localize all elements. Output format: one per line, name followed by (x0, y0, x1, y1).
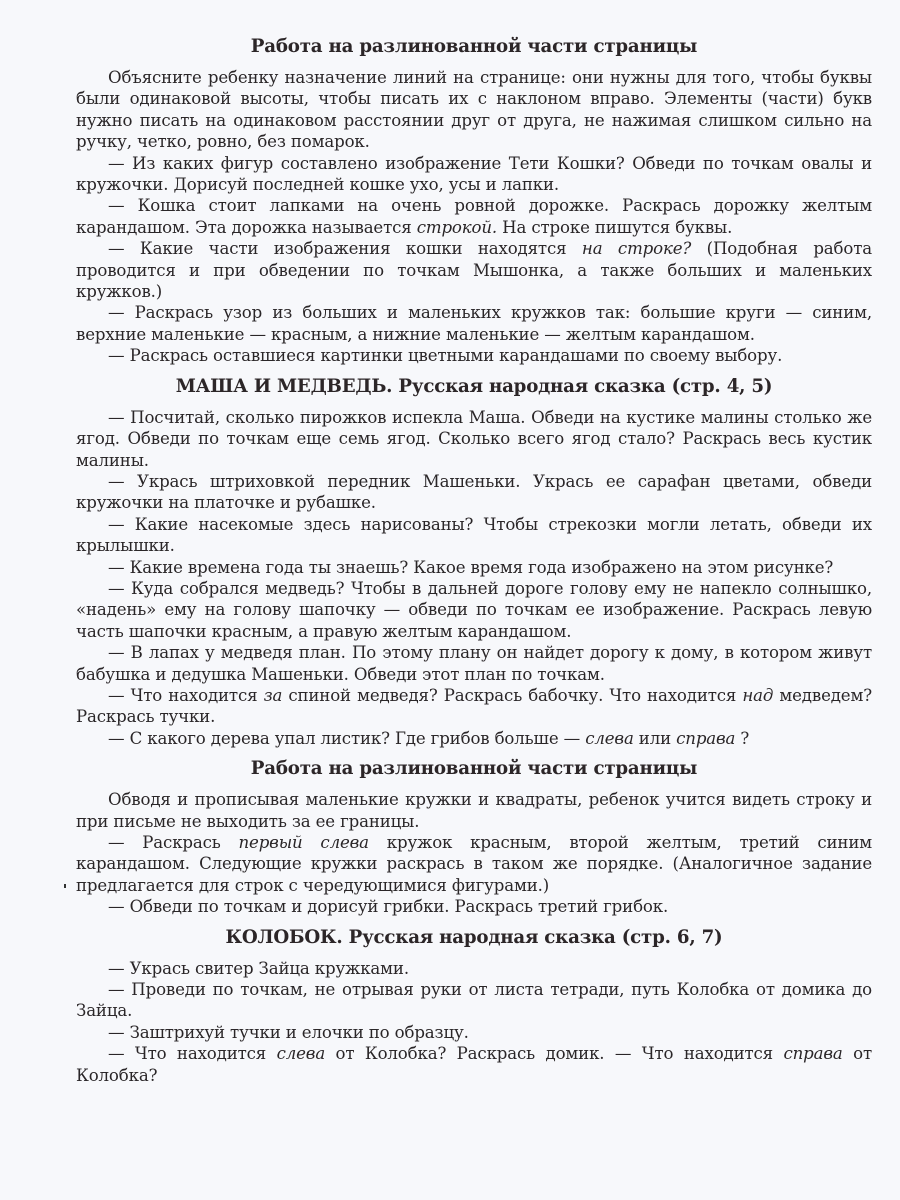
text-run: кружок красным, второй желтым, третий синим карандашом. Следующие кружки раскрась в таком же порядке. (Аналогичное задание предлагается для строк с чередующимися фигурами.) (76, 833, 872, 895)
section-heading: КОЛОБОК. Русская народная сказка (стр. 6, 7) (225, 926, 723, 948)
paragraph (76, 832, 872, 896)
paragraph: — В лапах у медведя план. По этому плану он найдет дорогу к дому, в котором живут бабушка и дедушка Машеньки. Обведи этот план по точкам. (76, 643, 872, 684)
paragraph: — Проведи по точкам, не отрывая руки от листа тетради, путь Колобка от домика до Зайца. (76, 980, 872, 1021)
paragraph: — Раскрась узор из больших и маленьких кружков так: большие круги — синим, верхние маленькие — красным, а нижние маленькие — желтым карандашом. (76, 303, 872, 344)
paragraph: — Заштрихуй тучки и елочки по образцу. (108, 1022, 469, 1042)
text-run: — Раскрась (108, 833, 239, 852)
paragraph (76, 685, 872, 728)
section-heading: Работа на разлинованной части страницы (250, 758, 698, 780)
paragraph: — Укрась штриховкой передник Машеньки. Укрась ее сарафан цветами, обведи кружочки на платочке и рубашке. (76, 471, 872, 513)
paragraph: — Посчитай, сколько пирожков испекла Маша. Обведи на кустике малины столько же ягод. Обведи по точкам еще семь ягод. Сколько всего ягод стало? Раскрась весь кустик малины. (76, 407, 872, 470)
text-run: или (633, 728, 677, 748)
paragraph (76, 728, 872, 749)
section-gap (76, 367, 872, 370)
paragraph (76, 238, 872, 302)
paragraph: — Какие насекомые здесь нарисованы? Чтобы стрекозки могли летать, обведи их крылышки. (76, 514, 872, 556)
emphasis-text: справа (676, 728, 736, 748)
emphasis-text: слева (585, 728, 634, 748)
emphasis-text: первый слева (238, 833, 369, 852)
paragraph (76, 1043, 872, 1086)
paragraph: Обводя и прописывая маленькие кружки и квадраты, ребенок учится видеть строку и при письме не выходить за ее границы. (76, 790, 872, 831)
emphasis-text: справа (783, 1044, 843, 1064)
text-run: — Кошка стоит лапками на очень ровной дорожке. Раскрась дорожку желтым карандашом. Эта дорожка называется (76, 196, 872, 237)
text-run: — Какие части изображения кошки находятся (108, 239, 582, 259)
text-run: ? (735, 728, 750, 748)
paragraph: — Куда собрался медведь? Чтобы в дальней дороге голову ему не напекло солнышко, «надень» ему на голову шапочку — обведи по точкам ее изображение. Раскрась левую часть шапочки красным, а правую желтым карандашом. (76, 578, 872, 641)
emphasis-text: за (263, 685, 283, 705)
stray-print-mark (64, 884, 66, 888)
section-ruled-page-2 (76, 758, 872, 920)
paragraph: — Обведи по точкам и дорисуй грибки. Раскрась третий грибок. (108, 897, 669, 917)
text-run: На строке пишутся буквы. (497, 217, 733, 237)
text-run: — Что находится (108, 685, 264, 705)
paragraph: Объясните ребенку назначение линий на странице: они нужны для того, чтобы буквы были одинаковой высоты, чтобы писать их с наклоном вправо. Элементы (части) букв нужно писать на одинаковом расстоянии друг от друга, не нажимая слишком сильно на ручку, четко, ровно, без помарок. (76, 68, 872, 152)
paragraph: — Какие времена года ты знаешь? Какое время года изображено на этом рисунке? (108, 557, 834, 577)
section-masha-and-bear (76, 376, 872, 753)
section-heading: Работа на разлинованной части страницы (250, 36, 698, 57)
section-gap (76, 918, 872, 921)
text-run: от Колобка? Раскрась домик. — Что находится (325, 1044, 784, 1064)
text-run: медведем? Раскрась тучки. (76, 685, 872, 727)
text-run: — С какого дерева упал листик? Где грибов больше — (108, 728, 586, 748)
paragraph: — Из каких фигур составлено изображение Тети Кошки? Обведи по точкам овалы и кружочки. Дорисуй последней кошке ухо, усы и лапки. (76, 153, 872, 195)
emphasis-text: над (742, 685, 774, 705)
page-content (76, 36, 872, 1089)
section-gap (76, 1086, 872, 1089)
paragraph: — Укрась свитер Зайца кружками. (108, 958, 409, 978)
text-run: (Подобная работа проводится и при обведении по точкам Мышонка, а также больших и маленьких кружков.) (76, 239, 872, 302)
section-gap (76, 749, 872, 752)
paragraph (76, 195, 872, 238)
section-kolobok (76, 927, 872, 1089)
text-run: — Что находится (108, 1044, 277, 1064)
text-run: от Колобка? (76, 1044, 872, 1085)
section-ruled-page-1 (76, 36, 872, 370)
emphasis-text: слева (276, 1044, 326, 1064)
emphasis-text: строкой. (416, 217, 498, 237)
paragraph: — Раскрась оставшиеся картинки цветными карандашами по своему выбору. (108, 346, 783, 366)
text-run: спиной медведя? Раскрась бабочку. Что находится (282, 685, 743, 705)
emphasis-text: на строке? (581, 239, 692, 259)
section-heading: МАША И МЕДВЕДЬ. Русская народная сказка (стр. 4, 5) (175, 375, 773, 397)
